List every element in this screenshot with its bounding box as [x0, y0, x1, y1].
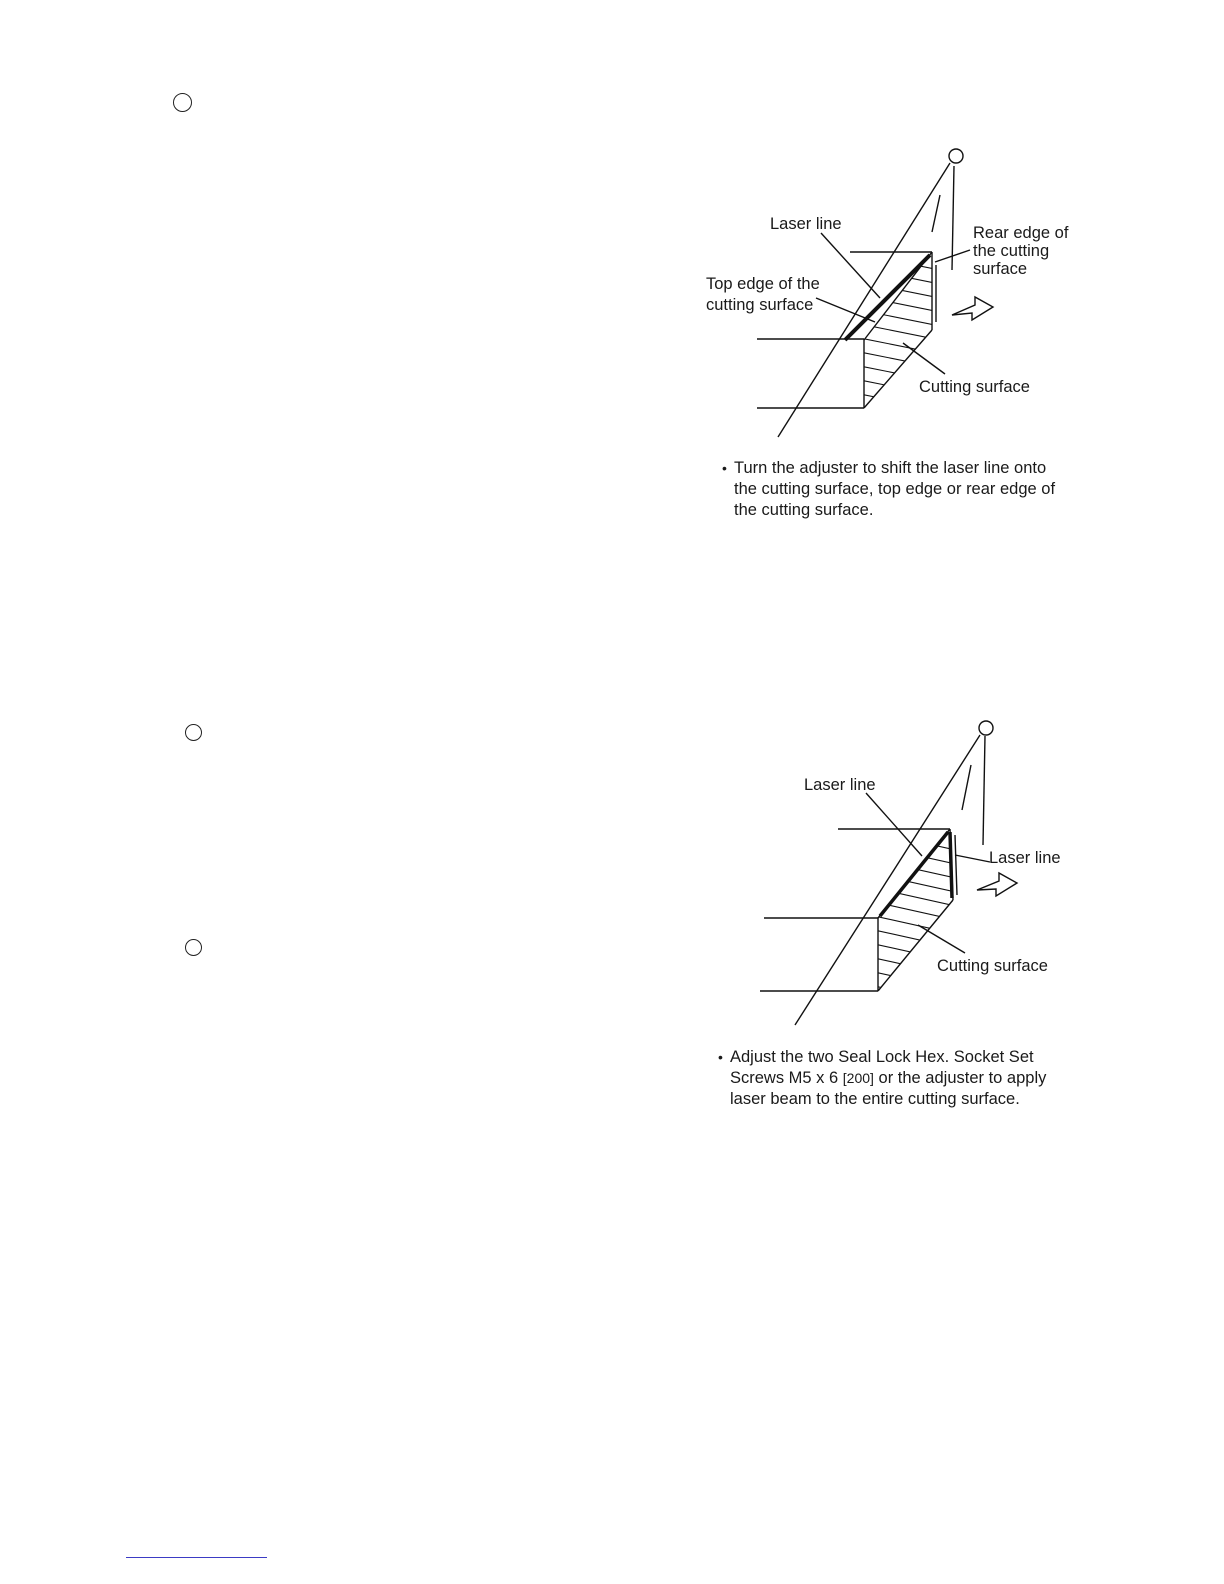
laser-source-icon — [979, 721, 993, 735]
label-cutting-surface: Cutting surface — [937, 957, 1048, 975]
label-rear-edge-line2: the cutting — [973, 242, 1050, 260]
figure2-note-line1: Adjust the two Seal Lock Hex. Socket Set — [730, 1048, 1034, 1066]
label-laser-line: Laser line — [770, 215, 842, 233]
figure2-note-line2 — [730, 1068, 1110, 1089]
figure2-note-line2-a: Screws M5 x 6 — [730, 1069, 839, 1087]
figure1-note-line2: the cutting surface, top edge or rear edge of — [734, 480, 1056, 498]
label-rear-edge-line1: Rear edge of — [973, 224, 1069, 242]
label-top-edge-line2: cutting surface — [706, 296, 814, 314]
direction-arrow-icon — [977, 873, 1017, 896]
figure2-note-line2-b: or the adjuster to apply — [873, 1069, 1047, 1087]
figure2-note-line3: laser beam to the entire cutting surface. — [730, 1090, 1020, 1108]
figure1-note-line3: the cutting surface. — [734, 501, 874, 519]
bullet-icon: • — [722, 460, 727, 476]
label-laser-line-right: Laser line — [989, 849, 1061, 867]
figure2-note — [718, 1047, 1110, 1110]
label-laser-line-top: Laser line — [804, 776, 876, 794]
label-top-edge-line1: Top edge of the — [706, 275, 820, 293]
footer-link-underline — [126, 1557, 267, 1558]
figure1-note-line1: Turn the adjuster to shift the laser line onto — [734, 459, 1047, 477]
label-rear-edge-line3: surface — [973, 260, 1028, 278]
bullet-icon: • — [718, 1049, 723, 1065]
label-cutting-surface: Cutting surface — [919, 378, 1030, 396]
part-reference: [200] — [842, 1070, 874, 1086]
